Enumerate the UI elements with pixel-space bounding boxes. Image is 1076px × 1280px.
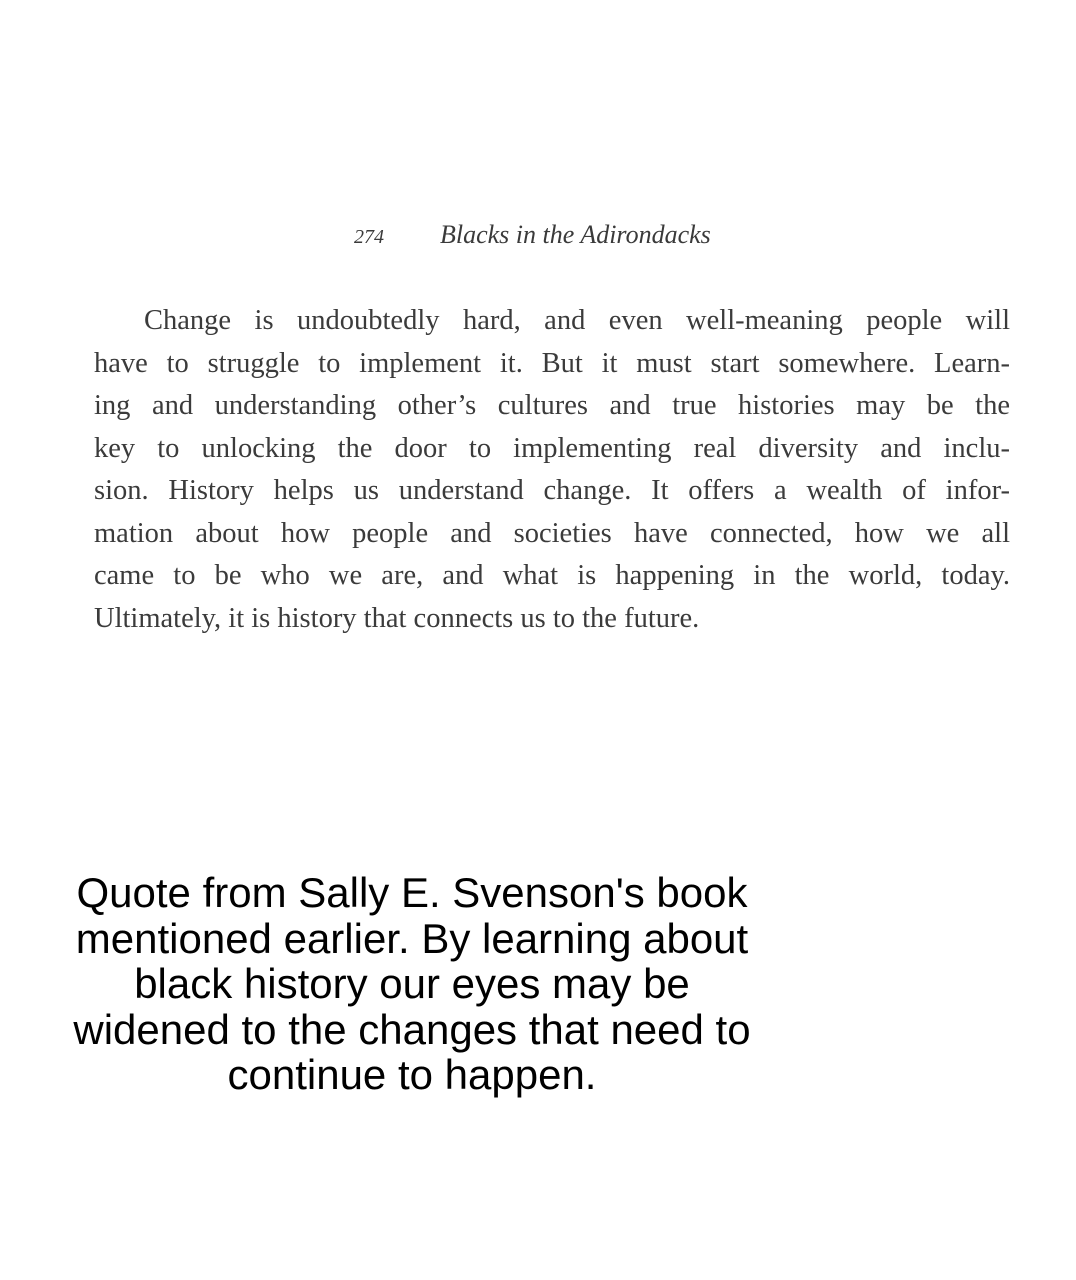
caption-line: mentioned earlier. By learning about — [75, 914, 749, 962]
book-line: sion. History helps us understand change. It offers a wealth of infor- — [94, 475, 1010, 506]
page-number: 274 — [354, 226, 384, 248]
book-line: came to be who we are, and what is happening in the world, today. — [94, 560, 1010, 591]
caption-line: continue to happen. — [227, 1051, 597, 1098]
book-line: Change is undoubtedly hard, and even well-meaning people will — [144, 305, 1010, 336]
book-line: ing and understanding other’s cultures and true histories may be the — [94, 390, 1010, 421]
book-line: have to struggle to implement it. But it must start somewhere. Learn- — [94, 347, 1010, 379]
caption-line: widened to the changes that need to — [73, 1005, 751, 1053]
book-line: key to unlocking the door to implementing real diversity and inclu- — [94, 432, 1010, 464]
book-excerpt — [94, 300, 1010, 640]
caption-line: Quote from Sally E. Svenson's book — [76, 869, 748, 916]
caption-line: black history our eyes may be — [134, 960, 690, 1007]
caption — [20, 870, 804, 1098]
page-header — [0, 216, 1076, 256]
book-line: Ultimately, it is history that connects us to the future. — [94, 602, 700, 634]
book-line: mation about how people and societies have connected, how we all — [94, 517, 1010, 549]
running-title: Blacks in the Adirondacks — [440, 220, 711, 249]
